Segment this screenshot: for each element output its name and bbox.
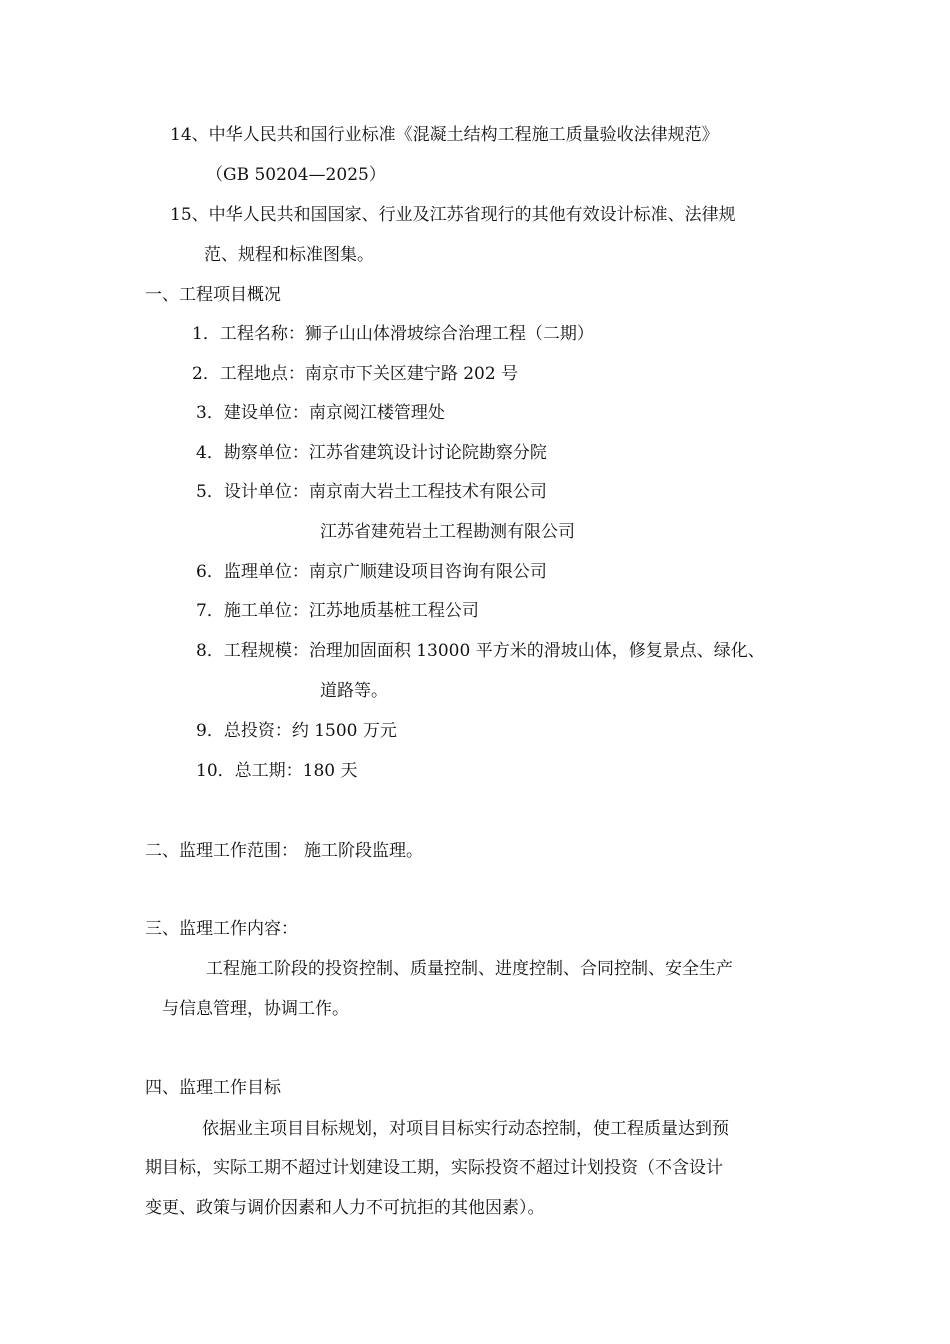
item-number: 5． [196, 482, 224, 502]
reference-14-line-1: 14、中华人民共和国行业标准《混凝土结构工程施工质量验收法律规范》 [170, 125, 719, 145]
section-3-heading: 三、监理工作内容： [145, 919, 298, 939]
reference-14-line-2: （GB 50204—2025） [206, 165, 386, 185]
section-3-paragraph-line-2: 与信息管理，协调工作。 [162, 999, 349, 1019]
item-number: 9． [196, 721, 224, 741]
section-4-paragraph-line-3: 变更、政策与调价因素和人力不可抗拒的其他因素）。 [145, 1198, 545, 1218]
item-text: 设计单位：南京南大岩土工程技术有限公司 [223, 482, 547, 502]
project-item [196, 402, 445, 424]
section-3-paragraph-line-1: 工程施工阶段的投资控制、质量控制、进度控制、合同控制、安全生产 [206, 959, 733, 979]
item-number: 10． [196, 761, 235, 781]
project-item [196, 561, 547, 583]
section-1-heading: 一、工程项目概况 [145, 285, 281, 305]
item-text: 工程名称：狮子山山体滑坡综合治理工程（二期） [219, 324, 594, 344]
project-item [196, 760, 358, 782]
project-item [196, 720, 397, 742]
section-4-heading: 四、监理工作目标 [145, 1078, 281, 1098]
item-number: 6． [196, 562, 224, 582]
item-text: 总工期：180 天 [234, 761, 358, 781]
section-2-content: 施工阶段监理。 [304, 841, 423, 861]
reference-15-line-2: 范、规程和标准图集。 [204, 245, 374, 265]
item-text: 建设单位：南京阅江楼管理处 [223, 403, 445, 423]
item-number: 7． [196, 601, 224, 621]
item-number: 3． [196, 403, 224, 423]
project-item [192, 363, 518, 385]
item-text: 江苏省建苑岩土工程勘测有限公司 [320, 522, 575, 542]
section-4-paragraph-line-2: 期目标，实际工期不超过计划建设工期，实际投资不超过计划投资（不含设计 [145, 1158, 723, 1178]
project-item-continuation [320, 680, 388, 702]
item-number: 8． [196, 641, 224, 661]
section-2-heading: 二、监理工作范围： [145, 841, 298, 861]
section-2 [145, 840, 423, 862]
project-item [196, 481, 547, 503]
project-item [196, 442, 547, 464]
item-text: 监理单位：南京广顺建设项目咨询有限公司 [223, 562, 547, 582]
section-4-paragraph-line-1: 依据业主项目目标规划，对项目目标实行动态控制，使工程质量达到预 [202, 1119, 729, 1139]
item-number: 1． [192, 324, 220, 344]
item-text: 勘察单位：江苏省建筑设计讨论院勘察分院 [223, 443, 547, 463]
item-number: 4． [196, 443, 224, 463]
reference-15-line-1: 15、中华人民共和国国家、行业及江苏省现行的其他有效设计标准、法律规 [170, 205, 736, 225]
item-text: 工程规模：治理加固面积 13000 平方米的滑坡山体，修复景点、绿化、 [223, 641, 765, 661]
item-text: 道路等。 [320, 681, 388, 701]
item-text: 总投资：约 1500 万元 [223, 721, 397, 741]
project-item [192, 323, 594, 345]
item-number: 2． [192, 364, 220, 384]
project-item-continuation [320, 521, 575, 543]
item-text: 施工单位：江苏地质基桩工程公司 [223, 601, 479, 621]
item-text: 工程地点：南京市下关区建宁路 202 号 [219, 364, 519, 384]
project-item [196, 600, 479, 622]
project-item [196, 640, 765, 662]
